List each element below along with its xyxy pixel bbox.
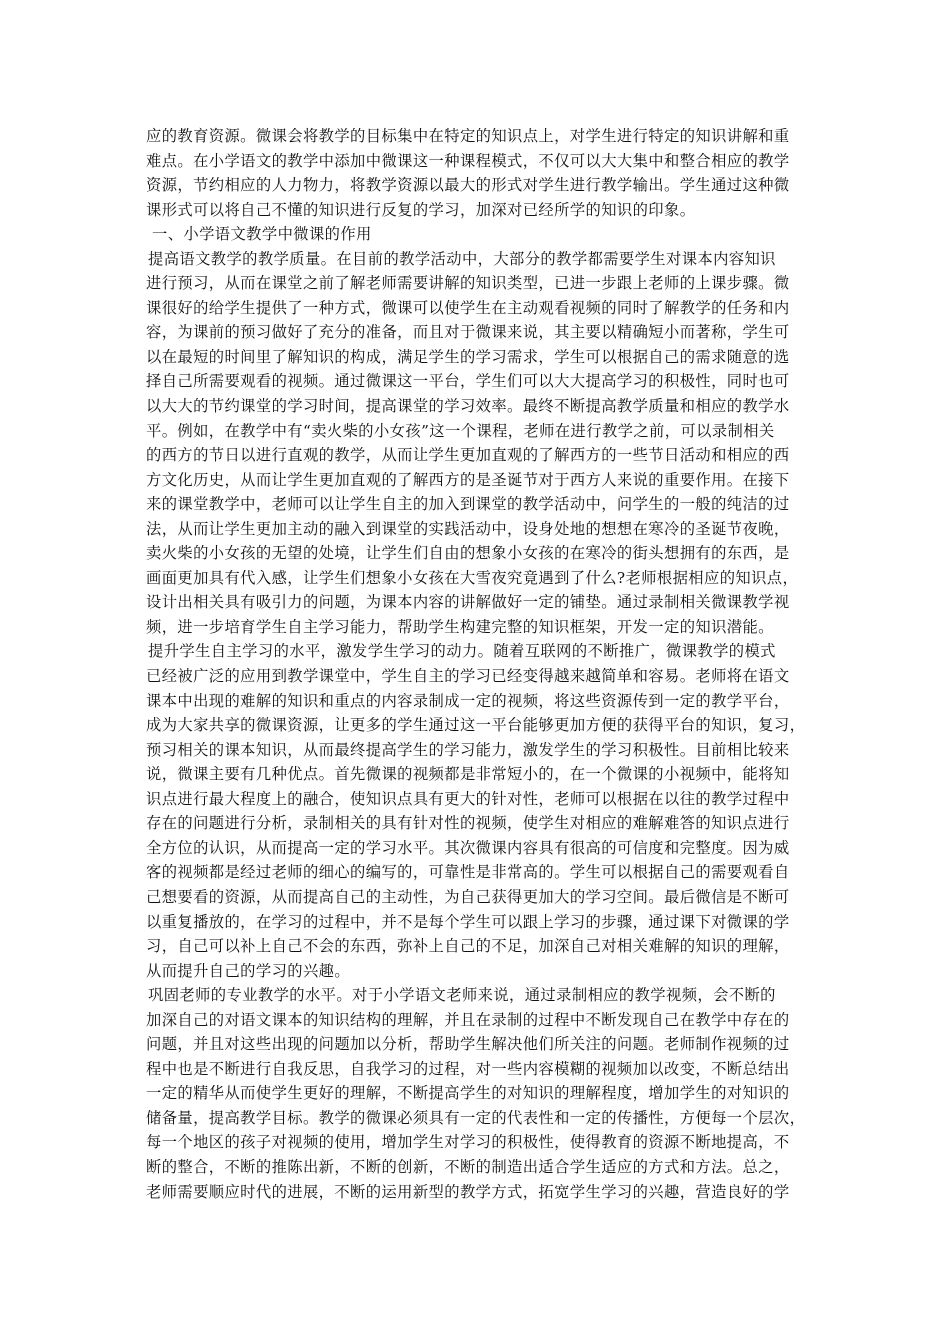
body-text — [146, 124, 816, 1204]
text-line: 断的整合，不断的推陈出新，不断的创新，不断的制造出适合学生适应的方式和方法。总之， — [146, 1157, 790, 1176]
text-line: 课形式可以将自己不懂的知识进行反复的学习，加深对已经所学的知识的印象。 — [146, 200, 696, 219]
text-line: 识点进行最大程度上的融合，使知识点具有更大的针对性，老师可以根据在以往的教学过程中 — [146, 789, 790, 808]
paragraph-first-line: 巩固老师的专业教学的水平。对于小学语文老师来说，通过录制相应的教学视频，会不断的 — [148, 986, 776, 1005]
text-line: 一定的精华从而使学生更好的理解，不断提高学生的对知识的理解程度，增加学生的对知识的 — [146, 1084, 790, 1103]
text-line: 资源，节约相应的人力物力，将教学资源以最大的形式对学生进行教学输出。学生通过这种微 — [146, 176, 790, 195]
text-line: 问题，并且对这些出现的问题加以分析，帮助学生解决他们所关注的问题。老师制作视频的过 — [146, 1035, 790, 1054]
text-line: 习，自己可以补上自己不会的东西，弥补上自己的不足，加深自己对相关难解的知识的理解， — [146, 937, 790, 956]
text-line: 进行预习，从而在课堂之前了解老师需要讲解的知识类型，已进一步跟上老师的上课步骤。微 — [146, 274, 790, 293]
text-line: 以大大的节约课堂的学习时间，提高课堂的学习效率。最终不断提高教学质量和相应的教学水 — [146, 397, 790, 416]
text-line: 客的视频都是经过老师的细心的编写的，可靠性是非常高的。学生可以根据自己的需要观看自 — [146, 863, 790, 882]
text-line: 以重复播放的，在学习的过程中，并不是每个学生可以跟上学习的步骤，通过课下对微课的学 — [146, 912, 790, 931]
text-line: 择自己所需要观看的视频。通过微课这一平台，学生们可以大大提高学习的积极性，同时也可 — [146, 372, 790, 391]
paragraph-first-line: 提高语文教学的教学质量。在目前的教学活动中，大部分的教学都需要学生对课本内容知识 — [148, 249, 776, 268]
text-line: 频，进一步培育学生自主学习能力，帮助学生构建完整的知识框架，开发一定的知识潜能。 — [146, 617, 774, 636]
text-line: 成为大家共享的微课资源，让更多的学生通过这一平台能够更加方便的获得平台的知识，复习， — [146, 716, 806, 735]
text-line: 程中也是不断进行自我反思，自我学习的过程，对一些内容模糊的视频加以改变，不断总结出 — [146, 1059, 790, 1078]
text-line: 设计出相关具有吸引力的问题，为课本内容的讲解做好一定的铺垫。通过录制相关微课教学视 — [146, 593, 790, 612]
text-line: 方文化历史，从而让学生更加直观的了解西方的是圣诞节对于西方人来说的重要作用。在接下 — [146, 470, 790, 489]
text-line: 己想要看的资源，从而提高自己的主动性，为自己获得更加大的学习空间。最后微信是不断可 — [146, 887, 790, 906]
paragraph-first-line: 提升学生自主学习的水平，激发学生学习的动力。随着互联网的不断推广，微课教学的模式 — [148, 642, 776, 661]
text-line: 画面更加具有代入感，让学生们想象小女孩在大雪夜究竟遇到了什么?老师根据相应的知识点， — [146, 568, 799, 587]
text-line: 来的课堂教学中，老师可以让学生自主的加入到课堂的教学活动中，问学生的一般的纯洁的过 — [146, 495, 790, 514]
text-line: 已经被广泛的应用到教学课堂中，学生自主的学习已经变得越来越简单和容易。老师将在语文 — [146, 667, 790, 686]
text-line: 容，为课前的预习做好了充分的准备，而且对于微课来说，其主要以精确短小而著称，学生可 — [146, 323, 790, 342]
text-line: 全方位的认识，从而提高一定的学习水平。其次微课内容具有很高的可信度和完整度。因为威 — [146, 838, 790, 857]
text-line: 预习相关的课本知识，从而最终提高学生的学习能力，激发学生的学习积极性。目前相比较来 — [146, 740, 790, 759]
text-line: 储备量，提高教学目标。教学的微课必须具有一定的代表性和一定的传播性，方便每一个层次， — [146, 1108, 806, 1127]
text-line: 难点。在小学语文的教学中添加中微课这一种课程模式，不仅可以大大集中和整合相应的教学 — [146, 151, 790, 170]
text-line: 课本中出现的难解的知识和重点的内容录制成一定的视频，将这些资源传到一定的教学平台， — [146, 691, 790, 710]
text-line: 从而提升自己的学习的兴趣。 — [146, 961, 351, 980]
text-line: 存在的问题进行分析，录制相关的具有针对性的视频，使学生对相应的难解难答的知识点进行 — [146, 814, 790, 833]
text-line: 卖火柴的小女孩的无望的处境，让学生们自由的想象小女孩的在寒冷的街头想拥有的东西，是 — [146, 544, 790, 563]
text-line: 平。例如，在教学中有“卖火柴的小女孩”这一个课程，老师在进行教学之前，可以录制相关 — [146, 421, 775, 440]
text-line: 加深自己的对语文课本的知识结构的理解，并且在录制的过程中不断发现自己在教学中存在的 — [146, 1010, 790, 1029]
text-line: 应的教育资源。微课会将教学的目标集中在特定的知识点上，对学生进行特定的知识讲解和重 — [146, 127, 790, 145]
text-line: 的西方的节日以进行直观的教学，从而让学生更加直观的了解西方的一些节日活动和相应的西 — [146, 446, 790, 465]
text-line: 课很好的给学生提供了一种方式，微课可以使学生在主动观看视频的同时了解教学的任务和内 — [146, 298, 790, 317]
text-line: 以在最短的时间里了解知识的构成，满足学生的学习需求，学生可以根据自己的需求随意的选 — [146, 347, 790, 366]
text-line: 每一个地区的孩子对视频的使用，增加学生对学习的积极性，使得教育的资源不断地提高，不 — [146, 1133, 790, 1152]
text-line: 说，微课主要有几种优点。首先微课的视频都是非常短小的，在一个微课的小视频中，能将知 — [146, 765, 790, 784]
text-line: 老师需要顺应时代的进展，不断的运用新型的教学方式，拓宽学生学习的兴趣，营造良好的学 — [146, 1182, 790, 1201]
text-line: 法，从而让学生更加主动的融入到课堂的实践活动中，设身处地的想想在寒冷的圣诞节夜晚， — [146, 519, 790, 538]
section-heading: 一、小学语文教学中微课的作用 — [152, 225, 372, 244]
